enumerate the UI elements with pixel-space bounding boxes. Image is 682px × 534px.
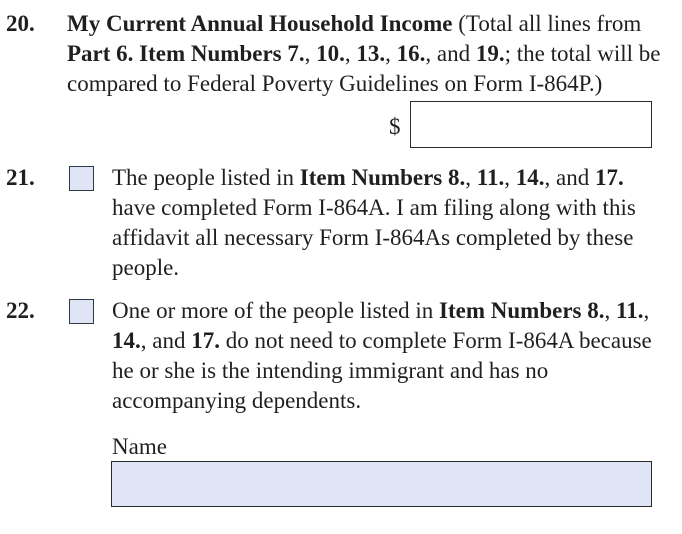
currency-symbol: $ [389,114,401,139]
name-input[interactable] [111,461,652,507]
item-20-title: My Current Annual Household Income [67,11,453,36]
item-20-number: 20. [6,11,35,36]
item-22-text: One or more of the people listed in Item Numbers 8., 11., 14., and 17. do not need to complete Form I-864A because he or she is the intending immigrant and has no accompanying dependents. [112,298,652,413]
item-21-text: The people listed in Item Numbers 8., 11., 14., and 17. have completed Form I-864A. I am filing along with this affidavit all necessary Form I-864As completed by these people. [112,165,636,280]
item-21-number: 21. [6,165,35,190]
item-20-text: My Current Annual Household Income (Total all lines from Part 6. Item Numbers 7., 10., 13., 16., and 19.; the total will be compared to Federal Poverty Guidelines on Form I-864P.) [67,11,661,96]
item-22-checkbox[interactable] [69,299,94,324]
item-22-number: 22. [6,298,35,323]
name-label: Name [112,434,167,459]
item-21-checkbox[interactable] [69,166,94,191]
household-income-input[interactable] [410,101,652,148]
